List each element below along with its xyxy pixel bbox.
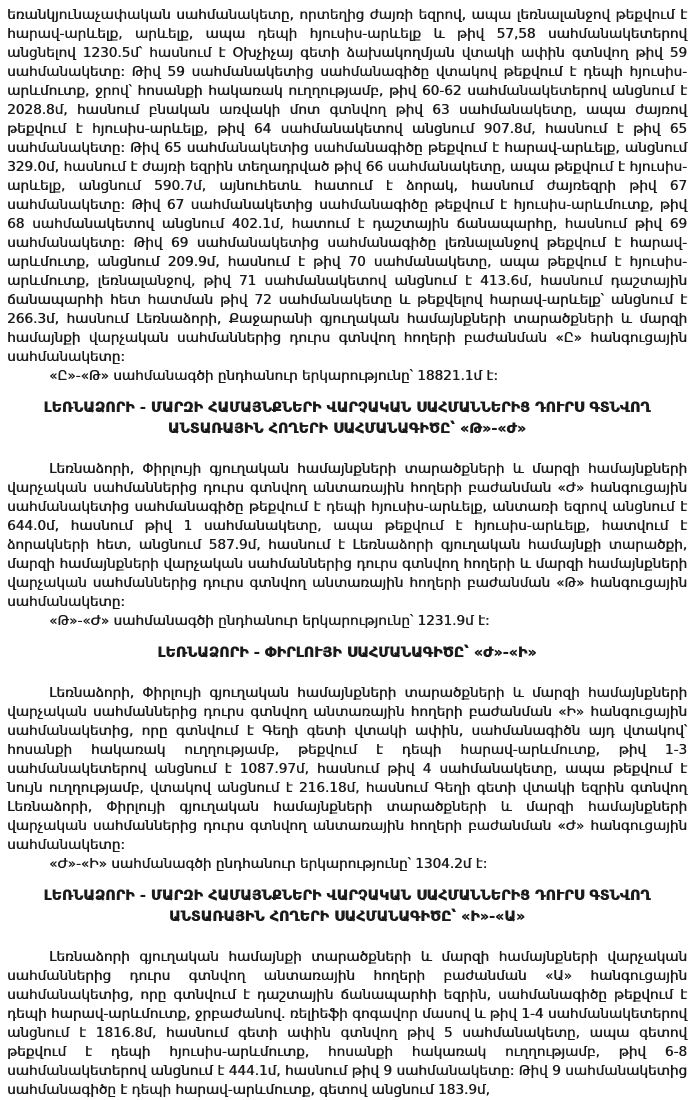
- segment-total-length-line-1: «Ը»-«Թ» սահմանագծի ընդհանուր երկարությունը՝ 18821.1մ է:: [49, 368, 498, 384]
- section-heading-lernadzor-marz-t-zh: ԼԵՌՆԱՁՈՐԻ - ՄԱՐԶԻ ՀԱՄԱՅՆՔՆԵՐԻ ՎԱՐՉԱԿԱՆ ՍԱՀՄԱՆՆԵՐԻՑ ԴՈՒՐՍ ԳՏՆՎՈՂ ԱՆՏԱՌԱՅԻՆ ՀՈՂԵՐԻ ՍԱՀՄԱՆԱԳԻԾԸ՝ «Թ»-«Ժ»: [43, 400, 651, 437]
- boundary-description-paragraph-2: Լեռնաձորի, Փիրլույի գյուղական համայնքների տարածքների և մարզի համայնքների վարչական սահմաններից դուրս գտնվող անտառային հողերի բաժանման «Ժ» հանգուցային սահմանակետից սահմանագիծը թեքվում է դեպի հյուսիս-արևելք, անտառի եզրով անցնում է 644.0մ, հասնում թիվ 1 սահմանակետը, ապա թեքվում է հյուսիս-արևելք, հատվում է ձորակների հետ, անցնում 587.9մ, հասնում է Լեռնաձորի գյուղական համայնքի տարածքի, մարզի համայնքների վարչական սահմաններից դուրս գտնվող հողերի և մարզի համայնքների վարչական սահմաններից դուրս գտնվող անտառային հողերի բաժանման «Թ» հանգուցային սահմանակետը:: [7, 461, 687, 610]
- section-heading-lernadzor-pirlu-zh-i: ԼԵՌՆԱՁՈՐԻ - ՓԻՐԼՈՒՅԻ ՍԱՀՄԱՆԱԳԻԾԸ՝ «Ժ»-«Ի»: [157, 645, 537, 661]
- boundary-description-paragraph-4: Լեռնաձորի գյուղական համայնքի տարածքների և մարզի համայնքների վարչական սահմաններից դուրս գտնվող անտառային հողերի բաժանման «Ա» հանգուցային սահմանակետից, որը գտնվում է դաշտային ճանապարհի եզրին, սահմանագիծը թեքվում է դեպի հարավ-արևմուտք, ջրբաժանով. ռելիեֆի գոգավոր մասով և թիվ 1-4 սահմանակետերով անցնում է 1816.8մ, հասնում գետի ափին գտնվող թիվ 5 սահմանակետը, ապա գետով թեքվում է դեպի հյուսիս-արևմուտք, հոսանքի հակառակ ուղղությամբ, թիվ 6-8 սահմանակետերով անցնում է 444.1մ, հասնում թիվ 9 սահմանակետը: Թիվ 9 սահմանակետից սահմանագիծը է դեպի հարավ-արևմուտք, գետով անցնում 183.9մ,: [7, 949, 687, 1098]
- boundary-description-paragraph-3: Լեռնաձորի, Փիրլույի գյուղական համայնքների տարածքների և մարզի համայնքների վարչական սահմաններից դուրս գտնվող անտառային հողերի բաժանման «Ի» հանգուցային սահմանակետից, որը գտնվում է Գեղի գետի վտակի ափին, սահմանագիծն այդ վտակով՝ հոսանքի հակառակ ուղղությամբ, թեքվում է դեպի հարավ-արևմուտք, թիվ 1-3 սահմանակետերով անցնում է 1087.97մ, հասնում թիվ 4 սահմանակետը, ապա թեքվում է նույն ուղղությամբ, վտակով անցնում է 216.18մ, հասնում Գեղի գետի վտակի եզրին գտնվող Լեռնաձորի, Փիրլույի գյուղական համայնքների տարածքների և մարզի համայնքների վարչական սահմաններից դուրս գտնվող անտառային հողերի բաժանման «Ժ» հանգուցային սահմանակետը:: [7, 685, 687, 853]
- section-heading-lernadzor-marz-i-a: ԼԵՌՆԱՁՈՐԻ - ՄԱՐԶԻ ՀԱՄԱՅՆՔՆԵՐԻ ՎԱՐՉԱԿԱՆ ՍԱՀՄԱՆՆԵՐԻՑ ԴՈՒՐՍ ԳՏՆՎՈՂ ԱՆՏԱՌԱՅԻՆ ՀՈՂԵՐԻ ՍԱՀՄԱՆԱԳԻԾԸ՝ «Ի»-«Ա»: [43, 888, 651, 925]
- boundary-description-paragraph-1: եռանկյունաչափական սահմանակետը, որտեղից ժայռի եզրով, ապա լեռնալանջով թեքվում է հարավ-արևելք, արևելք, ապա դեպի հյուսիս-արևելք և թիվ 57,58 սահմանակետերով անցնելով 1230.5մ՝ հասնում է Օխչիչայ գետի ձախակողմյան վտակի ափին գտնվող թիվ 59 սահմանակետը: Թիվ 59 սահմանակետից սահմանագիծը վտակով թեքվում է դեպի հյուսիս-արևմուտք, ջրով՝ հոսանքի հակառակ ուղղությամբ, թիվ 60-62 սահմանակետերով անցնում է 2028.8մ, հասնում բնական առվակի մոտ գտնվող թիվ 63 սահմանակետը, ապա ժայռով թեքվում է հյուսիս-արևելք, թիվ 64 սահմանակետով անցնում 907.8մ, հասնում է թիվ 65 սահմանակետը: Թիվ 65 սահմանակետից սահմանագիծը թեքվում է հարավ-արևելք, անցնում 329.0մ, հասնում է ժայռի եզրին տեղադրված թիվ 66 սահմանակետը, ապա թեքվում է հյուսիս-արևելք, անցնում 590.7մ, այնուհետև հատում է ձորակ, հասնում ժայռեզրի թիվ 67 սահմանակետը: Թիվ 67 սահմանակետից սահմանագիծը թեքվում է հյուսիս-արևմուտք, թիվ 68 սահմանակետով անցնում 402.1մ, հատում է դաշտային ճանապարհը, հասնում թիվ 69 սահմանակետը: Թիվ 69 սահմանակետից սահմանագիծը լեռնալանջով թեքվում է հարավ-արևմուտք, անցնում 209.9մ, հասնում է թիվ 70 սահմանակետը, ապա թեքվում է հյուսիս-արևմուտք, լեռնալանջով, թիվ 71 սահմանակետով անցնում է 413.6մ, հասնում դաշտային ճանապարհի հետ հատման թիվ 72 սահմանակետը և թեքվելով հարավ-արևելք՝ անցնում է 266.3մ, հասնում Լեռնաձորի, Քաջարանի գյուղական համայնքների տարածքների և մարզի համայնքի վարչական սահմաններից դուրս գտնվող հողերի բաժանման «Ը» հանգուցային սահմանակետը:: [7, 7, 687, 365]
- segment-total-length-line-3: «Ժ»-«Ի» սահմանագծի ընդհանուր երկարությունը՝ 1304.2մ է:: [49, 856, 488, 872]
- segment-total-length-line-2: «Թ»-«Ժ» սահմանագծի ընդհանուր երկարությունը՝ 1231.9մ է:: [49, 613, 490, 629]
